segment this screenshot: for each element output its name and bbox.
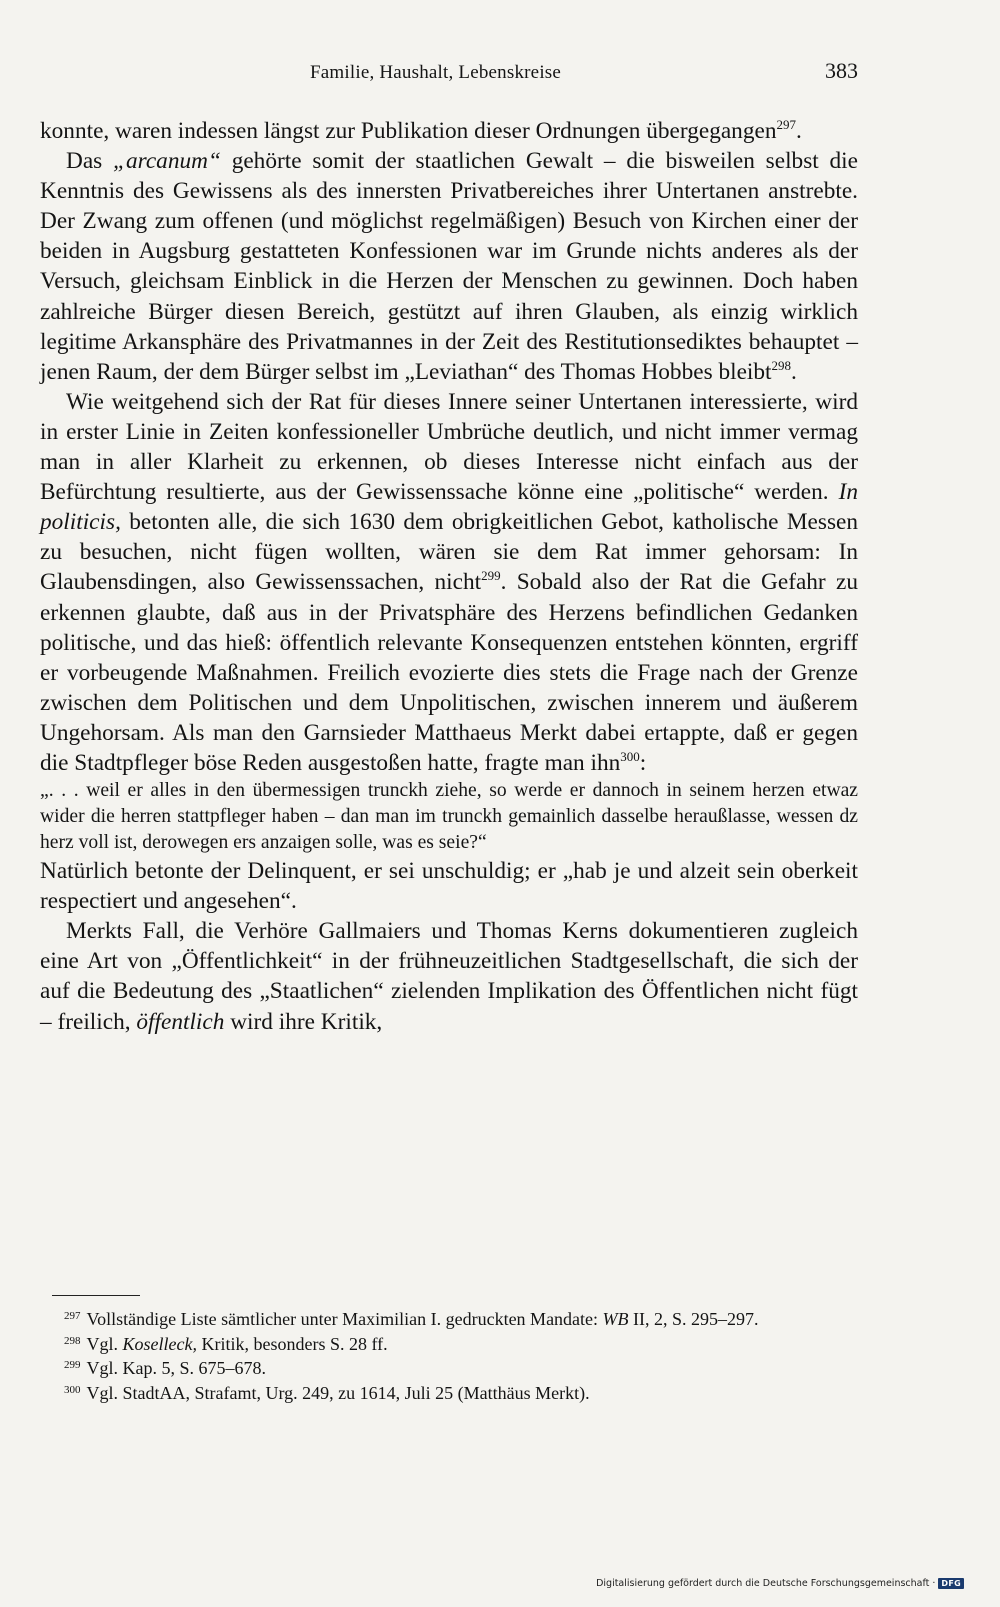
text-run: Natürlich betonte der Delinquent, er sei unschuldig; er „hab je und alzeit sein oberkeit respectiert und angesehen“.: [40, 858, 858, 915]
text-run: Vgl. StadtAA, Strafamt, Urg. 249, zu 1614, Juli 25 (Matthäus Merkt).: [86, 1382, 590, 1403]
italic-text: öffentlich: [136, 1008, 225, 1035]
text-run: Das: [66, 148, 114, 175]
text-run: . Sobald also der Rat die Gefahr zu erkennen glaubte, daß aus in der Privatsphäre des Herzens befindlichen Gedanken politische, und das hieß: öffentlich relevante Konsequenzen entstehen könnten, ergriff er vorbeugende Maßnahmen. Freilich evozierte dies stets die Frage nach der Grenze zwischen dem Politischen und dem Unpolitischen, zwischen innerem und äußerem Ungehorsam. Als man den Garnsieder Matthaeus Merkt dabei ertappte, daß er gegen die Stadtpfleger böse Reden ausgestoßen hatte, fragte man ihn: [40, 569, 858, 776]
paragraph: [40, 916, 858, 1036]
footnote-ref: 300: [620, 748, 640, 764]
body-text: [40, 116, 858, 1037]
footnote: [52, 1381, 858, 1406]
footnote-number: 300: [64, 1383, 81, 1396]
text-run: .: [791, 358, 797, 385]
text-run: konnte, waren indessen längst zur Publikation dieser Ordnungen übergegangen: [40, 118, 777, 144]
paragraph: [40, 116, 858, 146]
text-run: :: [639, 749, 647, 776]
page-header: [40, 58, 858, 92]
text-run: Wie weitgehend sich der Rat für dieses Innere seiner Untertanen interessierte, wird in erster Linie in Zeiten konfessioneller Umbrüche deutlich, und nicht immer vermag man in aller Klarheit zu erkennen, ob dieses Interesse nicht einfach aus der Befürchtung resultierte, aus der Gewissenssache könne eine „politische“ werden.: [40, 388, 858, 506]
footnote-ref: 297: [776, 117, 796, 132]
footnote: [52, 1332, 858, 1357]
text-run: II, 2, S. 295–297.: [628, 1309, 759, 1329]
block-quote: [40, 778, 858, 856]
text-run: Merkts Fall, die Verhöre Gallmaiers und Thomas Kerns dokumentieren zugleich eine Art von „Öffentlichkeit“ in der frühneuzeitlichen Stadtgesellschaft, die sich der auf die Bedeutung des „Staatlichen“ zielenden Implikation des Öffentlichen nicht fügt – freilich,: [40, 918, 858, 1035]
text-run: gehörte somit der staatlichen Gewalt – die bisweilen selbst die Kenntnis des Gewissens als des innersten Privatbereiches ihrer Untertanen anstrebte. Der Zwang zum offenen (und möglichst regelmäßigen) Besuch von Kirchen einer der beiden in Augsburg gestatteten Konfessionen war im Grunde nichts anderes als der Versuch, gleichsam Einblick in die Herzen der Menschen zu gewinnen. Doch haben zahlreiche Bürger diesen Bereich, gestützt auf ihren Glauben, als einzig wirklich legitime Arkansphäre des Privatmannes in der Zeit des Restitutionsediktes behauptet – jenen Raum, der dem Bürger selbst im „Leviathan“ des Thomas Hobbes bleibt: [40, 148, 858, 385]
text-run: betonten alle, die sich 1630 dem obrigkeitlichen Gebot, katholische Messen zu besuchen, nicht fügen wollten, wären sie dem Rat immer gehorsam: In Glaubensdingen, also Gewissenssachen, nicht: [40, 509, 858, 596]
footnote-ref: 298: [771, 357, 792, 373]
italic-text: „arcanum“: [113, 148, 221, 175]
text-run: Vollständige Liste sämtlicher unter Maximilian I. gedruckten Mandate:: [86, 1309, 603, 1329]
credit-text: Digitalisierung gefördert durch die Deutsche Forschungsgemeinschaft ·: [596, 1578, 936, 1589]
footnote-ref: 299: [481, 568, 501, 584]
text-run: wird ihre Kritik,: [224, 1008, 383, 1035]
footnote-divider: [52, 1295, 140, 1296]
text-run: Vgl.: [86, 1333, 123, 1354]
footnote-number: 297: [64, 1310, 81, 1322]
dfg-logo: DFG: [938, 1578, 964, 1589]
footnote-number: 299: [64, 1359, 81, 1371]
italic-text: WB: [602, 1309, 629, 1329]
paragraph: [40, 387, 858, 778]
page-number: 383: [825, 58, 858, 83]
footnote: [52, 1307, 858, 1332]
italic-text: In politicis,: [40, 479, 858, 536]
footnotes: [52, 1307, 858, 1405]
text-run: Vgl. Kap. 5, S. 675–678.: [86, 1358, 266, 1378]
footnote-number: 298: [64, 1334, 81, 1347]
footnote: [52, 1356, 858, 1381]
text-run: „. . . weil er alles in den übermessigen trunckh ziehe, so werde er dannoch in seinem herzen etwaz wider die herren stattpfleger haben – dan man im trunckh gemainlich dasselbe heraußlasse, wessen dz herz voll ist, derowegen ers anzaigen solle, was es seie?“: [40, 780, 858, 854]
digitization-credit: [596, 1578, 964, 1589]
paragraph: [40, 856, 858, 916]
running-head: Familie, Haushalt, Lebenskreise: [310, 62, 562, 83]
italic-text: Koselleck,: [122, 1333, 197, 1354]
paragraph: [40, 146, 858, 387]
text-run: .: [795, 118, 802, 144]
text-run: Kritik, besonders S. 28 ff.: [196, 1333, 388, 1354]
